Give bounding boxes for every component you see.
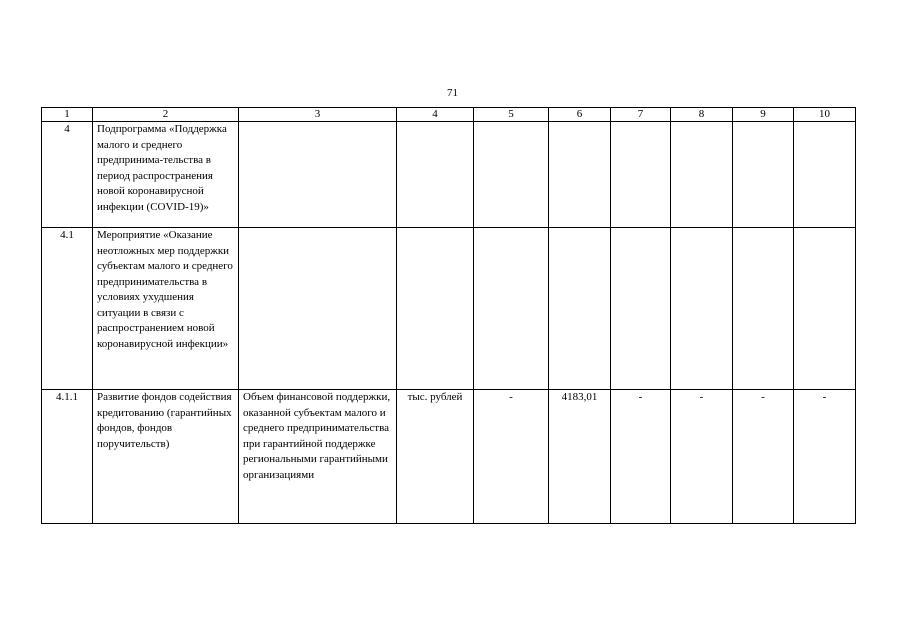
header-cell: 10 xyxy=(794,108,856,122)
row-indicator: Объем финансовой поддержки, оказанной субъектам малого и среднего предпринимательства при гарантийной поддержке региональными гарантийными организациями xyxy=(239,390,397,524)
row-number: 4.1.1 xyxy=(42,390,93,524)
header-cell: 2 xyxy=(93,108,239,122)
row-value-9: - xyxy=(733,390,794,524)
row-value-8: - xyxy=(671,390,733,524)
table-header-row xyxy=(42,108,856,122)
header-cell: 9 xyxy=(733,108,794,122)
row-value-10: - xyxy=(794,390,856,524)
table-row xyxy=(42,228,856,390)
row-unit: тыс. рублей xyxy=(397,390,474,524)
table-row xyxy=(42,122,856,228)
row-value-9 xyxy=(733,122,794,228)
row-value-10 xyxy=(794,228,856,390)
row-name: Развитие фондов содействия кредитованию (гарантийных фондов, фондов поручительств) xyxy=(93,390,239,524)
header-cell: 1 xyxy=(42,108,93,122)
row-value-9 xyxy=(733,228,794,390)
row-value-7 xyxy=(611,122,671,228)
row-name: Мероприятие «Оказание неотложных мер поддержки субъектам малого и среднего предпринимательства в условиях ухудшения ситуации в связи с распространением новой коронавирусной инфекции» xyxy=(93,228,239,390)
row-value-7: - xyxy=(611,390,671,524)
row-number: 4.1 xyxy=(42,228,93,390)
row-indicator xyxy=(239,122,397,228)
row-value-5 xyxy=(474,122,549,228)
page-number: 71 xyxy=(447,87,458,99)
header-cell: 6 xyxy=(549,108,611,122)
header-cell: 4 xyxy=(397,108,474,122)
row-indicator xyxy=(239,228,397,390)
header-cell: 8 xyxy=(671,108,733,122)
table-row xyxy=(42,390,856,524)
row-value-8 xyxy=(671,228,733,390)
row-value-7 xyxy=(611,228,671,390)
header-cell: 3 xyxy=(239,108,397,122)
row-value-6 xyxy=(549,122,611,228)
row-value-5 xyxy=(474,228,549,390)
header-cell: 5 xyxy=(474,108,549,122)
row-value-6: 4183,01 xyxy=(549,390,611,524)
row-value-6 xyxy=(549,228,611,390)
header-cell: 7 xyxy=(611,108,671,122)
row-value-10 xyxy=(794,122,856,228)
row-value-8 xyxy=(671,122,733,228)
row-value-5: - xyxy=(474,390,549,524)
row-unit xyxy=(397,228,474,390)
row-name: Подпрограмма «Поддержка малого и среднего предпринима-тельства в период распространения новой коронавирусной инфекции (COVID-19)» xyxy=(93,122,239,228)
row-number: 4 xyxy=(42,122,93,228)
indicators-table xyxy=(41,107,856,524)
row-unit xyxy=(397,122,474,228)
